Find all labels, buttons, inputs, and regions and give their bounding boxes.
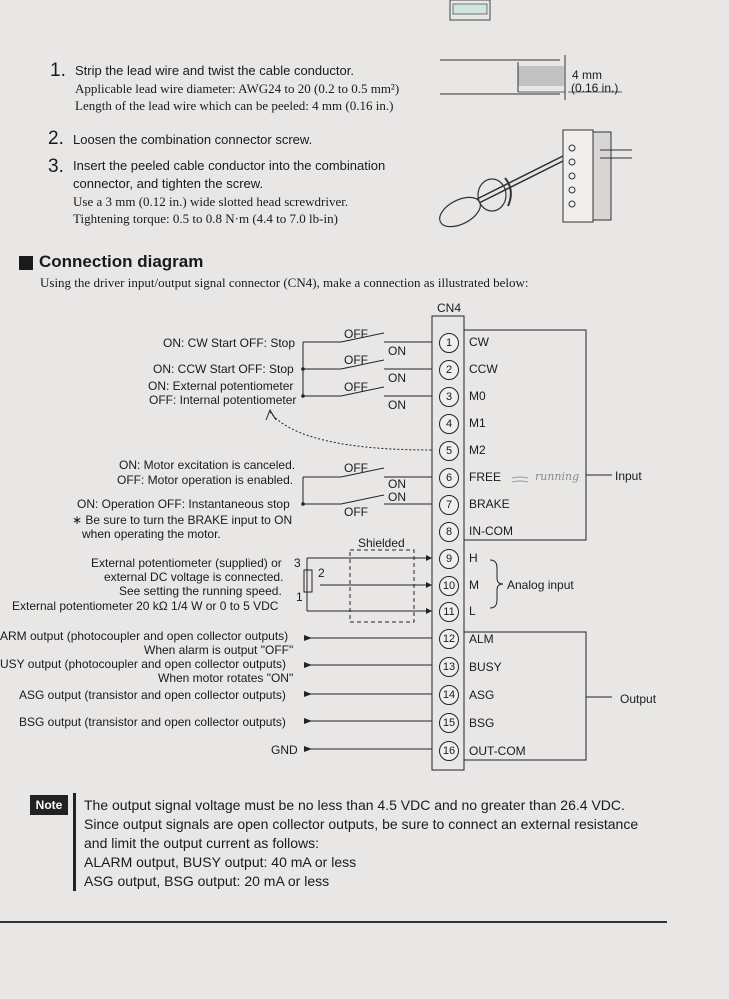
pin-number: 4 <box>439 414 459 434</box>
m0-label-on: ON: External potentiometer <box>148 379 294 393</box>
pin-signal: BRAKE <box>469 497 510 511</box>
pot-terminal-1: 1 <box>296 590 303 604</box>
analog-input-label: Analog input <box>507 578 574 592</box>
potentiometer-label: External potentiometer (supplied) or <box>91 556 282 570</box>
note-line: ASG output, BSG output: 20 mA or less <box>84 873 330 889</box>
pin-signal: ALM <box>469 632 494 646</box>
input-group-label: Input <box>615 469 642 483</box>
connector-name: CN4 <box>437 301 462 315</box>
note-tag: Note <box>30 795 68 815</box>
pin-signal: M1 <box>469 416 486 430</box>
switch-on-label: ON <box>388 398 406 412</box>
pin-number: 1 <box>439 333 459 353</box>
pin-signal: BUSY <box>469 660 502 674</box>
bsg-output-label: BSG output (transistor and open collector outputs) <box>19 715 286 729</box>
step-detail: Applicable lead wire diameter: AWG24 to 20 (0.2 to 0.5 mm²) <box>75 81 400 96</box>
page-rule <box>0 921 667 923</box>
pin-number: 13 <box>439 657 459 677</box>
step-text: connector, and tighten the screw. <box>73 176 264 191</box>
dimension-label: 4 mm <box>572 68 602 82</box>
step-number: 1. <box>50 60 66 81</box>
step-text: Loosen the combination connector screw. <box>73 132 313 147</box>
step-detail: Tightening torque: 0.5 to 0.8 N·m (4.4 to 7.0 lb-in) <box>73 211 338 226</box>
pin-number: 9 <box>439 549 459 569</box>
switch-off-label: OFF <box>344 505 368 519</box>
pin-number: 5 <box>439 441 459 461</box>
pin-signal: ASG <box>469 688 495 702</box>
switch-on-label: ON <box>388 344 406 358</box>
section-title: Connection diagram <box>39 252 204 271</box>
pot-terminal-3: 3 <box>294 556 301 570</box>
potentiometer-label: See setting the running speed. <box>119 584 282 598</box>
note-line: and limit the output current as follows: <box>84 835 320 851</box>
note-line: The output signal voltage must be no less than 4.5 VDC and no greater than 26.4 VDC. <box>84 797 625 813</box>
switch-on-label: ON <box>388 490 406 504</box>
shielded-label: Shielded <box>358 536 405 550</box>
pin-number: 15 <box>439 713 459 733</box>
switch-off-label: OFF <box>344 380 368 394</box>
pin-number: 11 <box>439 602 459 622</box>
brake-note: when operating the motor. <box>82 527 221 541</box>
pin-number: 10 <box>439 576 459 596</box>
output-group-label: Output <box>620 692 657 706</box>
cw-label: ON: CW Start OFF: Stop <box>163 336 296 350</box>
switch-on-label: ON <box>388 371 406 385</box>
pin-signal: M <box>469 578 479 592</box>
alarm-output-label: ARM output (photocoupler and open collector outputs) <box>0 629 289 643</box>
switch-off-label: OFF <box>344 327 368 341</box>
step-number: 3. <box>48 156 64 177</box>
pin-signal: BSG <box>469 716 495 730</box>
free-label-off: OFF: Motor operation is enabled. <box>117 473 294 487</box>
m0-label-off: OFF: Internal potentiometer <box>149 393 297 407</box>
note-line: ALARM output, BUSY output: 40 mA or less <box>84 854 357 870</box>
pin-signal: OUT-COM <box>469 744 526 758</box>
step-text: Strip the lead wire and twist the cable conductor. <box>75 63 354 78</box>
step-text: Insert the peeled cable conductor into the combination <box>73 158 386 173</box>
busy-output-note: When motor rotates "ON" <box>158 671 294 685</box>
pin-number: 2 <box>439 360 459 380</box>
pin-number: 7 <box>439 495 459 515</box>
switch-off-label: OFF <box>344 353 368 367</box>
pot-terminal-2: 2 <box>318 566 325 580</box>
pin-number: 14 <box>439 685 459 705</box>
potentiometer-label: external DC voltage is connected. <box>104 570 284 584</box>
pin-signal: CCW <box>469 362 498 376</box>
alarm-output-note: When alarm is output "OFF" <box>144 643 294 657</box>
note-bar <box>73 793 76 891</box>
dimension-label-inch: (0.16 in.) <box>571 81 619 95</box>
pin-signal: CW <box>469 335 489 349</box>
step-number: 2. <box>48 128 64 149</box>
pin-signal: FREE <box>469 470 502 484</box>
section-intro: Using the driver input/output signal connector (CN4), make a connection as illustrated below: <box>40 275 529 290</box>
pin-signal: H <box>469 551 478 565</box>
pin-signal: IN-COM <box>469 524 513 538</box>
gnd-label: GND <box>271 743 298 757</box>
pin-signal: M0 <box>469 389 486 403</box>
free-label-on: ON: Motor excitation is canceled. <box>119 458 296 472</box>
busy-output-label: USY output (photocoupler and open collector outputs) <box>0 657 286 671</box>
brake-note: ∗ Be sure to turn the BRAKE input to ON <box>72 513 293 527</box>
note-line: Since output signals are open collector outputs, be sure to connect an external resistance <box>84 816 639 832</box>
switch-off-label: OFF <box>344 461 368 475</box>
pin-number: 6 <box>439 468 459 488</box>
ccw-label: ON: CCW Start OFF: Stop <box>153 362 294 376</box>
step-detail: Length of the lead wire which can be peeled: 4 mm (0.16 in.) <box>75 98 394 113</box>
pin-number: 12 <box>439 629 459 649</box>
pin-number: 3 <box>439 387 459 407</box>
brake-label: ON: Operation OFF: Instantaneous stop <box>77 497 290 511</box>
step-detail: Use a 3 mm (0.12 in.) wide slotted head screwdriver. <box>73 194 349 209</box>
pin-number: 16 <box>439 741 459 761</box>
switch-on-label: ON <box>388 477 406 491</box>
pin-signal: M2 <box>469 443 486 457</box>
pin-signal: L <box>469 604 476 618</box>
asg-output-label: ASG output (transistor and open collector outputs) <box>19 688 286 702</box>
pin-number: 8 <box>439 522 459 542</box>
handwritten-note: running <box>535 470 580 483</box>
potentiometer-spec: External potentiometer 20 kΩ 1/4 W or 0 to 5 VDC <box>12 599 279 613</box>
